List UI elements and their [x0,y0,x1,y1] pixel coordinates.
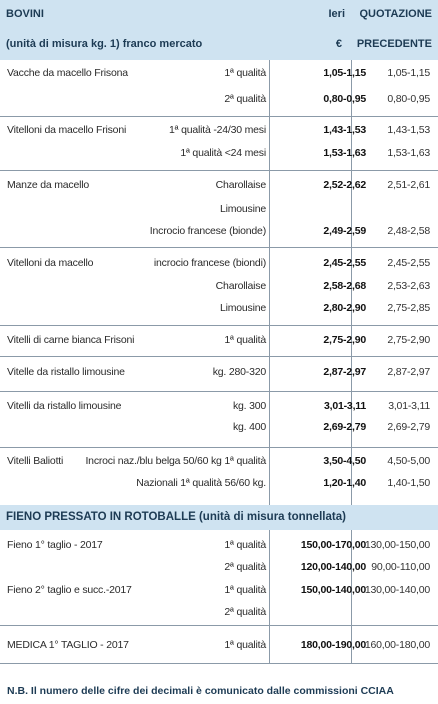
quality-desc: Charollaise [215,280,266,292]
product-name: MEDICA 1° TAGLIO - 2017 [7,639,129,651]
price-prev: 3,01-3,11 [388,400,430,412]
price-ieri: 2,58-2,68 [323,280,366,292]
quality-desc: kg. 400 [232,421,266,433]
price-ieri: 180,00-190,00 [300,639,366,651]
quality-desc: incrocio francese (biondi) [153,257,266,269]
quality-desc: Incrocio francese (bionde) [149,225,266,237]
quality-desc: 2ª qualità [224,606,266,618]
quality-desc: Limousine [219,203,266,215]
row-separator [0,625,438,626]
column-separator [269,530,270,663]
quality-desc: Nazionali 1ª qualità 56/60 kg. [136,477,266,489]
price-ieri: 2,52-2,62 [323,179,366,191]
price-prev: 1,53-1,63 [387,147,430,159]
col-currency-label: € [335,38,342,50]
row-separator [0,391,438,392]
quality-desc: 1ª qualità [224,539,266,551]
price-ieri: 120,00-140,00 [300,561,366,573]
row-separator [0,663,438,664]
quality-desc: Charollaise [215,179,266,191]
price-ieri: 2,87-2,97 [323,366,366,378]
footnote: N.B. Il numero delle cifre dei decimali è comunicato dalle commissioni CCIAA [7,685,394,697]
price-prev: 0,80-0,95 [387,93,430,105]
price-ieri: 0,80-0,95 [323,93,366,105]
price-prev: 90,00-110,00 [371,561,430,573]
product-name: Fieno 2° taglio e succ.-2017 [7,584,132,596]
quality-desc: 2ª qualità [224,93,266,105]
quality-desc: 1ª qualità <24 mesi [180,147,266,159]
col-prev-label-2: PRECEDENTE [356,38,432,50]
product-name: Vitelloni da macello Frisoni [7,124,127,136]
product-name: Vitelli da ristallo limousine [7,400,122,412]
price-ieri: 150,00-170,00 [300,539,366,551]
quality-desc: 1ª qualità [224,334,266,346]
product-name: Vacche da macello Frisona [7,67,128,79]
price-ieri: 1,05-1,15 [323,67,366,79]
table-subtitle: (unità di misura kg. 1) franco mercato [6,38,203,50]
price-prev: 2,75-2,85 [387,302,430,314]
col-ieri-label: Ieri [328,8,345,20]
quality-desc: 1ª qualità -24/30 mesi [169,124,266,136]
fieno-section-header [0,505,438,530]
row-separator [0,116,438,117]
product-name: Vitelle da ristallo limousine [7,366,125,378]
price-prev: 4,50-5,00 [387,455,430,467]
product-name: Manze da macello [7,179,90,191]
price-ieri: 3,50-4,50 [323,455,366,467]
price-ieri: 2,80-2,90 [323,302,366,314]
price-prev: 2,75-2,90 [387,334,430,346]
price-prev: 130,00-150,00 [364,539,430,551]
product-name: Fieno 1° taglio - 2017 [7,539,103,551]
price-prev: 2,87-2,97 [387,366,430,378]
price-ieri: 3,01-3,11 [324,400,366,412]
product-name: Vitelli Baliotti [7,455,64,467]
price-prev: 2,53-2,63 [387,280,430,292]
price-ieri: 1,20-1,40 [323,477,366,489]
price-prev: 130,00-140,00 [364,584,430,596]
row-separator [0,325,438,326]
price-prev: 1,43-1,53 [387,124,430,136]
quality-desc: 2ª qualità [224,561,266,573]
price-prev: 2,51-2,61 [387,179,430,191]
quality-desc: Limousine [219,302,266,314]
fieno-section-title: FIENO PRESSATO IN ROTOBALLE (unità di misura tonnellata) [6,511,346,523]
row-separator [0,447,438,448]
quality-desc: 1ª qualità [224,584,266,596]
price-prev: 160,00-180,00 [364,639,430,651]
row-separator [0,356,438,357]
price-prev: 2,45-2,55 [387,257,430,269]
price-ieri: 1,53-1,63 [323,147,366,159]
quality-desc: Incroci naz./blu belga 50/60 kg 1ª qualità [85,455,266,467]
row-separator [0,170,438,171]
product-name: Vitelloni da macello [7,257,94,269]
price-ieri: 2,69-2,79 [323,421,366,433]
price-ieri: 2,75-2,90 [323,334,366,346]
quality-desc: 1ª qualità [224,639,266,651]
price-prev: 1,05-1,15 [387,67,430,79]
price-ieri: 2,45-2,55 [323,257,366,269]
quality-desc: kg. 300 [232,400,266,412]
quality-desc: 1ª qualità [224,67,266,79]
price-prev: 2,48-2,58 [387,225,430,237]
price-ieri: 2,49-2,59 [323,225,366,237]
table-title: BOVINI [6,8,44,20]
col-prev-label-1: QUOTAZIONE [359,8,432,20]
column-separator [269,60,270,505]
price-ieri: 1,43-1,53 [323,124,366,136]
product-name: Vitelli di carne bianca Frisoni [7,334,135,346]
price-prev: 2,69-2,79 [387,421,430,433]
price-prev: 1,40-1,50 [387,477,430,489]
quality-desc: kg. 280-320 [212,366,266,378]
price-ieri: 150,00-140,00 [300,584,366,596]
table-header [0,0,438,60]
row-separator [0,247,438,248]
